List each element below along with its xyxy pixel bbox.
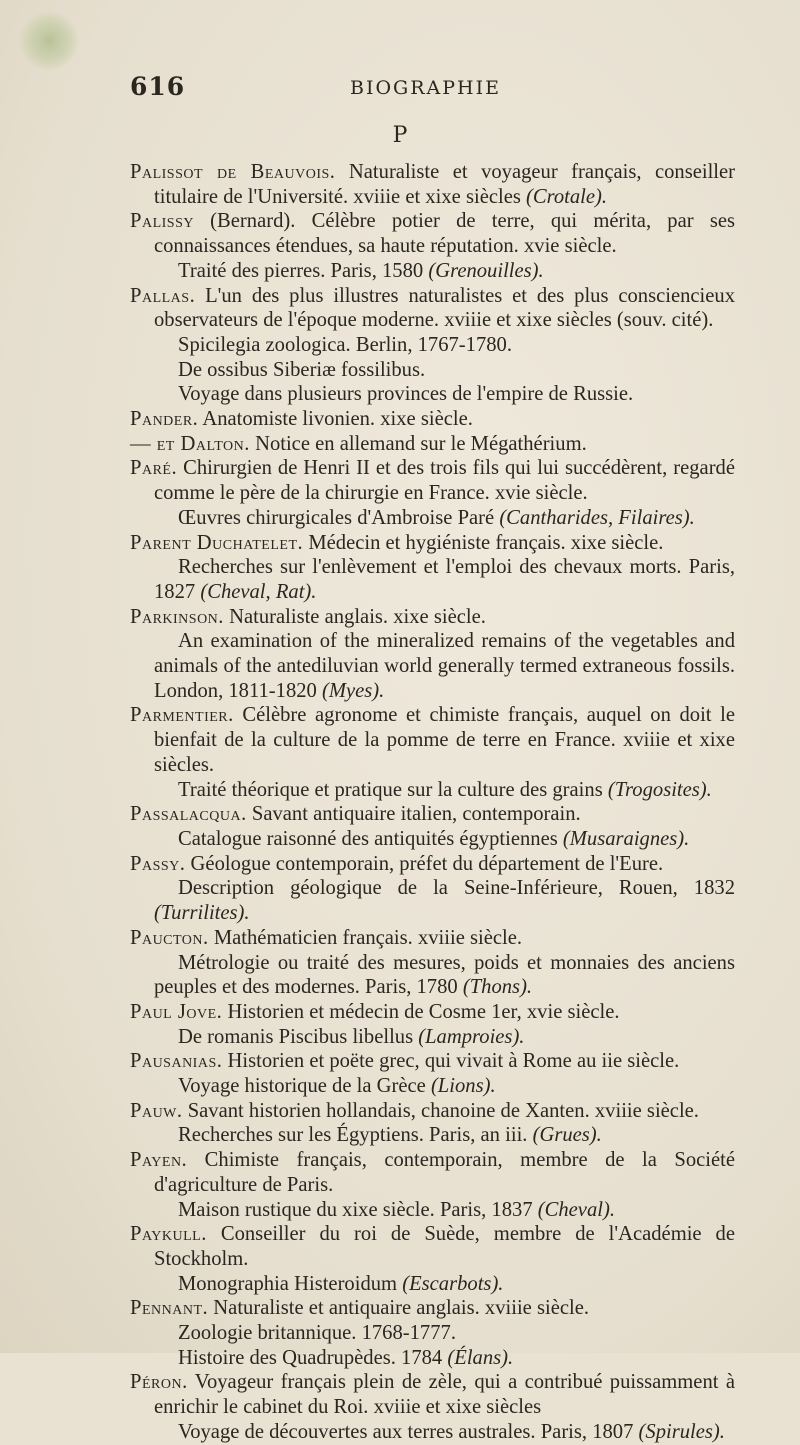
- entry-heading: [130, 1148, 735, 1197]
- work-title: De romanis Piscibus libellus: [178, 1025, 419, 1048]
- author-name: Pauw.: [130, 1099, 183, 1122]
- work-citation: [130, 506, 735, 531]
- bibliography-entry: [130, 1099, 735, 1148]
- entry-heading: [130, 926, 735, 951]
- work-citation: [130, 1272, 735, 1297]
- author-description: (Bernard). Célèbre potier de terre, qui mérita, par ses connaissances étendues, sa haute réputation. xvie siècle.: [154, 210, 735, 258]
- author-description: Chimiste français, contemporain, membre de la Société d'agriculture de Paris.: [154, 1149, 735, 1196]
- work-citation: [130, 827, 735, 852]
- page-header: [130, 72, 730, 106]
- author-description: Naturaliste et voyageur français, conseiller titulaire de l'Université. xviiie et xixe siècles: [154, 161, 736, 208]
- author-description: Géologue contemporain, préfet du département de l'Eure.: [185, 852, 664, 875]
- animal-reference: (Cheval, Rat).: [200, 580, 317, 603]
- entry-heading: [130, 209, 735, 258]
- work-citation: [130, 1025, 735, 1050]
- entry-heading: [130, 852, 735, 877]
- entry-heading: [130, 1296, 735, 1321]
- entry-heading: [130, 802, 735, 827]
- entry-heading: [130, 1049, 735, 1074]
- bibliography-entry: [130, 926, 735, 1000]
- entry-heading: [130, 407, 735, 432]
- author-description: L'un des plus illustres naturalistes et des plus consciencieux observateurs de l'époque moderne. xviiie et xixe siècles (souv. cité).: [154, 284, 735, 332]
- animal-reference: (Lamproies).: [418, 1025, 525, 1048]
- entry-heading: [130, 1370, 735, 1419]
- author-name: Péron.: [130, 1371, 188, 1394]
- author-name: Paré.: [130, 457, 178, 480]
- entry-heading: [130, 284, 735, 333]
- bibliography-entry: [130, 1222, 735, 1296]
- author-name: Parkinson.: [130, 605, 224, 628]
- work-citation: [130, 555, 735, 604]
- author-name: Parent Duchatelet.: [130, 531, 304, 554]
- author-name: Passalacqua.: [130, 803, 247, 826]
- work-citation: [130, 629, 735, 703]
- author-name: Passy.: [130, 852, 186, 875]
- author-description: Voyageur français plein de zèle, qui a contribué puissamment à enrichir le cabinet du Roi. xviiie et xixe siècles: [154, 1371, 735, 1419]
- work-citation: [130, 259, 735, 284]
- work-title: Voyage historique de la Grèce: [178, 1075, 431, 1098]
- author-description: Anatomiste livonien. xixe siècle.: [198, 408, 473, 431]
- entry-heading: [130, 1099, 735, 1124]
- bibliography-entry: [130, 802, 735, 851]
- author-description: Médecin et hygiéniste français. xixe siècle.: [303, 531, 664, 554]
- animal-reference: (Myes).: [321, 679, 385, 702]
- bibliography-entry: [130, 852, 735, 926]
- work-title: Œuvres chirurgicales d'Ambroise Paré: [178, 506, 500, 529]
- author-description: Célèbre agronome et chimiste français, auquel on doit le bienfait de la culture de la pomme de terre en France. xviiie et xixe siècles.: [154, 704, 735, 776]
- work-citation: [130, 1198, 735, 1223]
- bibliography-entry: [130, 284, 735, 408]
- author-description: Notice en allemand sur le Mégathérium.: [249, 432, 587, 455]
- work-citation: [130, 333, 735, 358]
- entry-heading: [130, 531, 735, 556]
- work-title: Traité des pierres. Paris, 1580: [178, 259, 429, 282]
- author-name: Paykull.: [130, 1223, 207, 1246]
- animal-reference: (Lions).: [430, 1075, 496, 1098]
- work-citation: [130, 1123, 735, 1148]
- paper-stain: [20, 12, 78, 70]
- work-citation: [130, 1346, 735, 1371]
- page-number: 616: [130, 72, 186, 101]
- animal-reference: (Escarbots).: [402, 1272, 504, 1295]
- work-title: Maison rustique du xixe siècle. Paris, 1837: [178, 1198, 538, 1221]
- work-title: Histoire des Quadrupèdes. 1784: [178, 1346, 448, 1369]
- author-name: Pennant.: [130, 1297, 209, 1320]
- work-citation: [130, 1420, 735, 1445]
- bibliography-entry: [130, 456, 735, 530]
- work-title: Description géologique de la Seine-Inférieure, Rouen, 1832: [178, 877, 735, 900]
- author-description: Chirurgien de Henri II et des trois fils qui lui succédèrent, regardé comme le père de la chirurgie en France. xvie siècle.: [154, 457, 735, 505]
- author-name: Paucton.: [130, 926, 209, 949]
- bibliography-entry: [130, 160, 735, 209]
- animal-reference: (Spirules).: [638, 1420, 725, 1443]
- entry-heading: [130, 160, 735, 209]
- work-citation: [130, 876, 735, 925]
- animal-reference: (Musaraignes).: [562, 827, 690, 850]
- bibliography-entry: [130, 1370, 735, 1444]
- author-name: Pallas.: [130, 284, 196, 307]
- animal-reference: (Cheval).: [537, 1198, 615, 1221]
- work-title: Recherches sur l'enlèvement et l'emploi des chevaux morts. Paris, 1827: [154, 556, 735, 603]
- work-citation: [130, 382, 735, 407]
- work-citation: [130, 778, 735, 803]
- author-description: Conseiller du roi de Suède, membre de l'Académie de Stockholm.: [154, 1223, 735, 1270]
- bibliography-entry: [130, 531, 735, 605]
- author-description: Naturaliste et antiquaire anglais. xviiie siècle.: [208, 1297, 589, 1320]
- author-name: Payen.: [130, 1149, 188, 1172]
- author-name: Palissy: [130, 210, 194, 233]
- entry-heading: [130, 456, 735, 505]
- bibliography-entry: [130, 1148, 735, 1222]
- work-citation: [130, 951, 735, 1000]
- animal-reference: (Turrilites).: [154, 902, 250, 925]
- running-head: BIOGRAPHIE: [350, 77, 501, 99]
- animal-reference: (Crotale).: [526, 185, 608, 208]
- work-title: Métrologie ou traité des mesures, poids et monnaies des anciens peuples et des modernes. Paris, 1780: [154, 951, 735, 999]
- author-name: Pausanias.: [130, 1050, 223, 1073]
- work-title: Monographia Histeroidum: [178, 1272, 403, 1295]
- entry-heading: [130, 1222, 735, 1271]
- author-description: Savant antiquaire italien, contemporain.: [246, 803, 581, 826]
- work-title: Catalogue raisonné des antiquités égyptiennes: [178, 827, 563, 850]
- author-description: Savant historien hollandais, chanoine de Xanten. xviiie siècle.: [182, 1099, 699, 1122]
- author-name: Paul Jove.: [130, 1000, 223, 1023]
- author-name: — et Dalton.: [130, 432, 250, 455]
- animal-reference: (Élans).: [447, 1346, 514, 1369]
- work-title: Spicilegia zoologica. Berlin, 1767-1780.: [178, 333, 513, 356]
- animal-reference: (Grenouilles).: [428, 259, 544, 282]
- animal-reference: (Thons).: [462, 976, 533, 999]
- work-title: An examination of the mineralized remains of the vegetables and animals of the antediluvian world generally termed extraneous fossils. London, 1811-1820: [154, 630, 735, 702]
- author-name: Parmentier.: [130, 704, 234, 727]
- entry-heading: [130, 432, 735, 457]
- bibliography-entry: [130, 1000, 735, 1049]
- work-title: Recherches sur les Égyptiens. Paris, an iii.: [178, 1124, 533, 1147]
- work-title: Voyage de découvertes aux terres australes. Paris, 1807: [178, 1420, 639, 1443]
- animal-reference: (Trogosites).: [607, 778, 712, 801]
- animal-reference: (Cantharides, Filaires).: [499, 506, 695, 529]
- bibliography-entry: [130, 432, 735, 457]
- author-description: Historien et poëte grec, qui vivait à Rome au iie siècle.: [222, 1050, 680, 1073]
- author-name: Palissot de Beauvois.: [130, 161, 336, 183]
- animal-reference: (Grues).: [532, 1124, 602, 1147]
- work-title: Voyage dans plusieurs provinces de l'empire de Russie.: [178, 383, 634, 406]
- author-description: Naturaliste anglais. xixe siècle.: [223, 605, 486, 628]
- entry-heading: [130, 1000, 735, 1025]
- entry-heading: [130, 605, 735, 630]
- bibliography-entry: [130, 1049, 735, 1098]
- work-title: De ossibus Siberiæ fossilibus.: [178, 358, 426, 381]
- author-description: Historien et médecin de Cosme 1er, xvie siècle.: [222, 1000, 620, 1023]
- author-name: Pander.: [130, 408, 199, 431]
- work-title: Zoologie britannique. 1768-1777.: [178, 1322, 456, 1345]
- entry-heading: [130, 703, 735, 777]
- author-description: Mathématicien français. xviiie siècle.: [208, 926, 523, 949]
- bibliography-entry: [130, 1296, 735, 1370]
- work-citation: [130, 1321, 735, 1346]
- bibliography-entry: [130, 407, 735, 432]
- bibliography-entry: [130, 703, 735, 802]
- bibliography-entry: [130, 209, 735, 283]
- work-citation: [130, 1074, 735, 1099]
- work-citation: [130, 358, 735, 383]
- section-letter: P: [392, 123, 408, 148]
- entry-list: [130, 160, 735, 1445]
- work-title: Traité théorique et pratique sur la culture des grains: [178, 778, 608, 801]
- bibliography-entry: [130, 605, 735, 704]
